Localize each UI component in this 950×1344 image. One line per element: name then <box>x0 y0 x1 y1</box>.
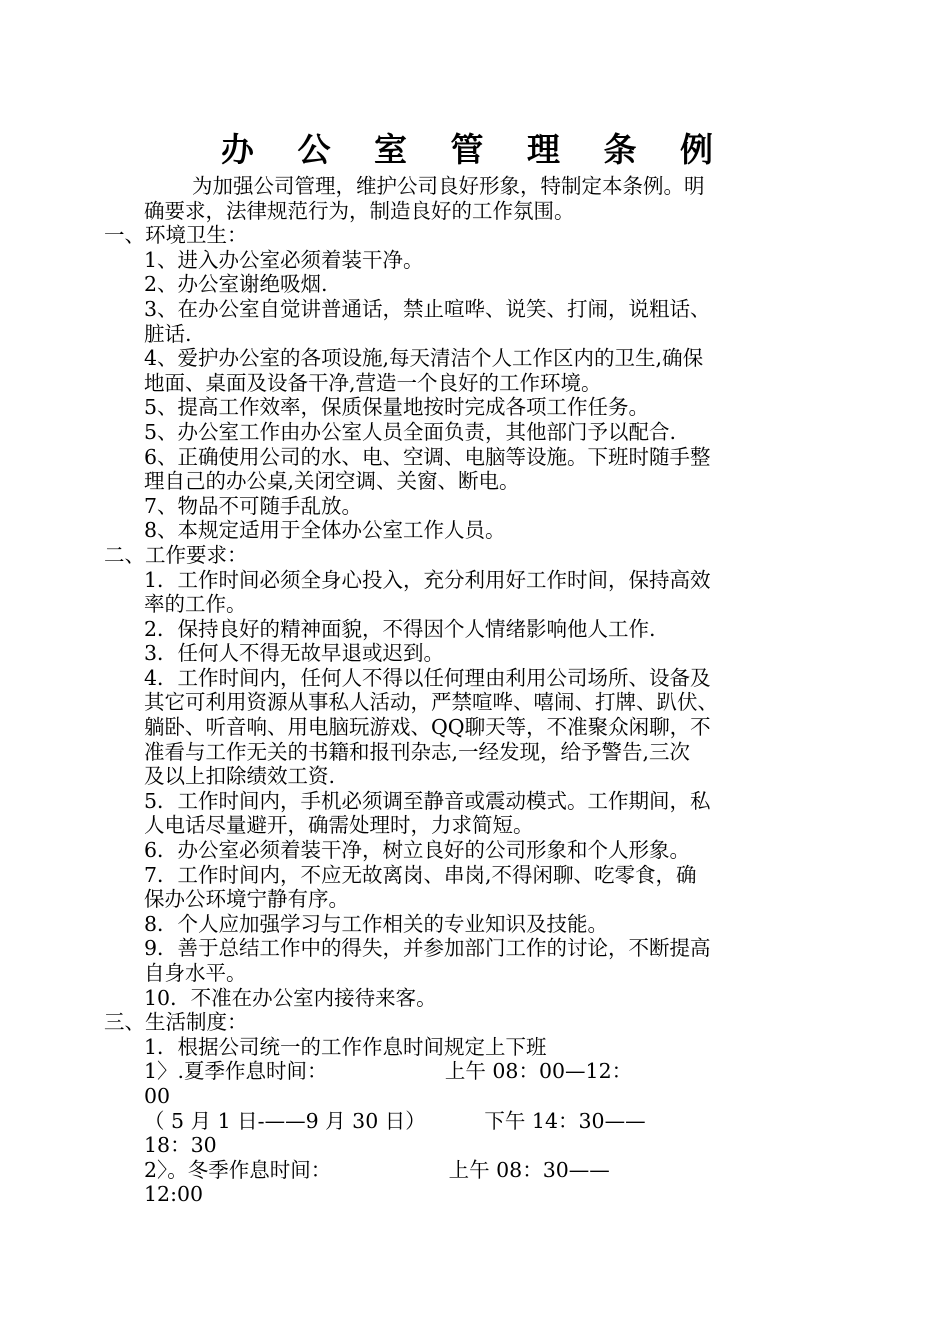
document-title: 办 公 室 管 理 条 例 <box>221 130 729 169</box>
text-line: 及以上扣除绩效工资. <box>144 764 336 789</box>
text-line: 10．不准在办公室内接待来客。 <box>144 985 437 1010</box>
text-line: 3、在办公室自觉讲普通话，禁止喧哗、说笑、打闹，说粗话、 <box>144 296 711 321</box>
text-line: 1．工作时间必须全身心投入，充分利用好工作时间，保持高效 <box>144 567 711 592</box>
text-line: 确要求，法律规范行为，制造良好的工作氛围。 <box>144 198 575 223</box>
text-line: 人电话尽量避开，确需处理时，力求简短。 <box>144 813 534 838</box>
text-line: 7．工作时间内，不应无故离岗、串岗,不得闲聊、吃零食，确 <box>144 862 697 887</box>
text-line: 率的工作。 <box>144 592 247 617</box>
text-line: 为加强公司管理，维护公司良好形象，特制定本条例。明 <box>192 174 705 198</box>
text-line: 1．根据公司统一的工作作息时间规定上下班 <box>144 1034 547 1059</box>
section-heading: 一、环境卫生： <box>104 223 248 248</box>
text-line: 9．善于总结工作中的得失，并参加部门工作的讨论，不断提高 <box>144 936 711 961</box>
text-line: 2、办公室谢绝吸烟. <box>144 272 328 297</box>
text-line: 6．办公室必须着装干净，树立良好的公司形象和个人形象。 <box>144 838 691 863</box>
section-heading: 二、工作要求： <box>104 542 248 567</box>
text-line: 保办公环境宁静有序。 <box>144 887 349 912</box>
text-line: 3．任何人不得无故早退或迟到。 <box>144 641 445 666</box>
text-line: 地面、桌面及设备干净,营造一个良好的工作环境。 <box>144 370 602 395</box>
document-body <box>104 174 824 1207</box>
section-heading: 三、生活制度： <box>104 1010 248 1035</box>
text-line: 脏话. <box>144 321 192 346</box>
text-line: 1〉.夏季作息时间： 上午 08：00—12： <box>144 1059 633 1084</box>
text-line: 5．工作时间内，手机必须调至静音或震动模式。工作期间，私 <box>144 788 711 813</box>
text-line: 7、物品不可随手乱放。 <box>144 493 363 518</box>
text-line: 8．个人应加强学习与工作相关的专业知识及技能。 <box>144 911 609 936</box>
text-line: 4、爱护办公室的各项设施,每天清洁个人工作区内的卫生,确保 <box>144 346 704 371</box>
text-line: 其它可利用资源从事私人活动，严禁喧哗、嘻闹、打牌、趴伏、 <box>144 690 718 715</box>
text-line: 准看与工作无关的书籍和报刊杂志,一经发现，给予警告,三次 <box>144 739 691 764</box>
text-line: 2．保持良好的精神面貌，不得因个人情绪影响他人工作. <box>144 616 656 641</box>
text-line: 1、进入办公室必须着装干净。 <box>144 247 424 272</box>
text-line: 6、正确使用公司的水、电、空调、电脑等设施。下班时随手整 <box>144 444 711 469</box>
text-line: （ 5 月 1 日-——9 月 30 日） 下午 14：30—— <box>144 1108 646 1133</box>
text-line: 5、办公室工作由办公室人员全面负责，其他部门予以配合. <box>144 419 677 444</box>
text-line: 00 <box>144 1083 171 1108</box>
text-line: 2〉。冬季作息时间： 上午 08：30—— <box>144 1157 610 1182</box>
text-line: 理自己的办公桌,关闭空调、关窗、断电。 <box>144 469 520 494</box>
text-line: 12:00 <box>144 1182 204 1207</box>
text-line: 18：30 <box>144 1133 217 1158</box>
text-line: 8、本规定适用于全体办公室工作人员。 <box>144 518 506 543</box>
text-line: 躺卧、听音响、用电脑玩游戏、QQ聊天等，不准聚众闲聊，不 <box>144 715 711 740</box>
text-line: 4．工作时间内，任何人不得以任何理由利用公司场所、设备及 <box>144 665 711 690</box>
text-line: 自身水平。 <box>144 961 247 985</box>
text-line: 5、提高工作效率，保质保量地按时完成各项工作任务。 <box>144 395 650 420</box>
